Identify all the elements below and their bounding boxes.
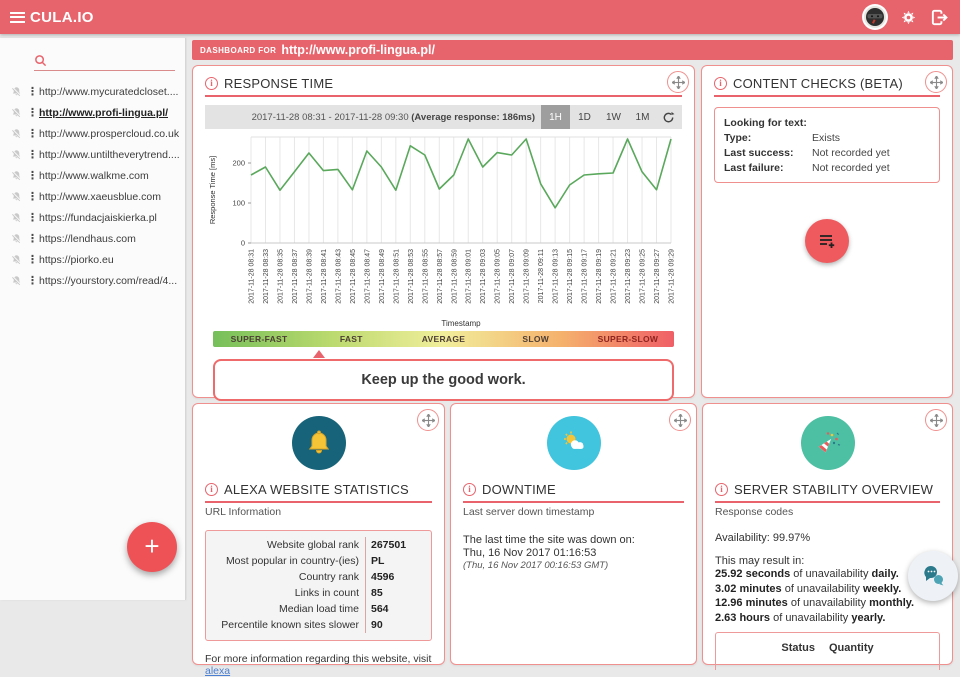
svg-text:2017-11-28 08:31: 2017-11-28 08:31 <box>249 249 256 304</box>
move-panel-icon[interactable] <box>667 71 689 93</box>
panel-title: CONTENT CHECKS (BETA) <box>733 76 903 91</box>
svg-text:100: 100 <box>232 199 245 208</box>
add-content-check-button[interactable] <box>805 219 849 263</box>
add-website-button[interactable] <box>127 522 177 572</box>
svg-text:2017-11-28 09:19: 2017-11-28 09:19 <box>596 249 603 304</box>
svg-text:2017-11-28 09:13: 2017-11-28 09:13 <box>553 249 560 304</box>
sidebar-url-item[interactable] <box>0 144 185 165</box>
info-icon[interactable] <box>715 483 728 496</box>
playlist-add-icon <box>818 232 836 250</box>
svg-text:0: 0 <box>241 239 245 248</box>
svg-text:2017-11-28 09:01: 2017-11-28 09:01 <box>466 249 473 304</box>
notifications-muted-icon <box>11 107 22 118</box>
notifications-muted-icon <box>11 212 22 223</box>
stat-label: Links in count <box>214 585 365 601</box>
svg-text:Timestamp: Timestamp <box>441 319 481 328</box>
alexa-stat-row <box>214 553 423 569</box>
check-label: Looking for text: <box>724 117 812 129</box>
dashboard-header <box>192 40 953 60</box>
url-label: http://www.untiltheverytrend.... <box>39 149 180 161</box>
svg-text:2017-11-28 08:53: 2017-11-28 08:53 <box>408 249 415 304</box>
item-menu-icon[interactable] <box>27 232 34 245</box>
svg-text:2017-11-28 09:29: 2017-11-28 09:29 <box>669 249 676 304</box>
settings-gear-icon[interactable] <box>897 6 919 28</box>
speed-scale-label: SLOW <box>490 334 582 344</box>
availability-value: Availability: 99.97% <box>715 532 940 544</box>
item-menu-icon[interactable] <box>27 85 34 98</box>
panel-title: DOWNTIME <box>482 482 556 497</box>
item-menu-icon[interactable] <box>27 148 34 161</box>
search-input[interactable] <box>51 55 161 67</box>
sidebar-url-item[interactable] <box>0 102 185 123</box>
dashboard-header-prefix: DASHBOARD FOR <box>200 46 276 55</box>
svg-text:2017-11-28 08:55: 2017-11-28 08:55 <box>422 249 429 304</box>
panel-subtitle: Response codes <box>715 506 940 518</box>
alexa-stat-row <box>214 617 423 633</box>
chart-toolbar <box>205 105 682 129</box>
top-bar <box>0 0 960 34</box>
svg-text:2017-11-28 09:09: 2017-11-28 09:09 <box>524 249 531 304</box>
panel-title: SERVER STABILITY OVERVIEW <box>734 482 933 497</box>
info-icon[interactable] <box>463 483 476 496</box>
check-value: Exists <box>812 132 930 144</box>
speed-scale-label: AVERAGE <box>397 334 489 344</box>
stat-label: Website global rank <box>214 537 365 553</box>
svg-text:2017-11-28 08:49: 2017-11-28 08:49 <box>379 249 386 304</box>
move-panel-icon[interactable] <box>925 71 947 93</box>
url-label: http://www.walkme.com <box>39 170 149 182</box>
performance-message: Keep up the good work. <box>213 359 674 401</box>
stat-value: 4596 <box>365 569 423 585</box>
sidebar-url-item[interactable] <box>0 81 185 102</box>
user-avatar[interactable] <box>862 4 888 30</box>
svg-text:2017-11-28 08:35: 2017-11-28 08:35 <box>277 249 284 304</box>
speed-scale-label: SUPER-SLOW <box>582 334 674 344</box>
move-panel-icon[interactable] <box>669 409 691 431</box>
svg-text:2017-11-28 08:47: 2017-11-28 08:47 <box>364 249 371 304</box>
info-icon[interactable] <box>205 77 218 90</box>
item-menu-icon[interactable] <box>27 169 34 182</box>
content-check-row <box>724 145 930 160</box>
notifications-muted-icon <box>11 86 22 97</box>
dashboard-header-url: http://www.profi-lingua.pl/ <box>281 43 435 57</box>
stat-value: 90 <box>365 617 423 633</box>
stat-label: Median load time <box>214 601 365 617</box>
item-menu-icon[interactable] <box>27 211 34 224</box>
speed-gradient-bar <box>213 331 674 347</box>
url-label: https://yourstory.com/read/4... <box>39 275 177 287</box>
item-menu-icon[interactable] <box>27 127 34 140</box>
alexa-stat-row <box>214 537 423 553</box>
svg-text:2017-11-28 08:33: 2017-11-28 08:33 <box>263 249 270 304</box>
sidebar-url-item[interactable] <box>0 186 185 207</box>
logout-icon[interactable] <box>928 6 950 28</box>
range-button[interactable]: 1M <box>628 105 657 129</box>
sidebar-url-item[interactable] <box>0 228 185 249</box>
svg-text:2017-11-28 09:21: 2017-11-28 09:21 <box>611 249 618 304</box>
panel-subtitle: URL Information <box>205 506 432 518</box>
hamburger-menu-icon[interactable] <box>10 12 25 23</box>
stat-value: 267501 <box>365 537 423 553</box>
bell-badge-icon <box>292 416 346 470</box>
svg-text:2017-11-28 08:51: 2017-11-28 08:51 <box>393 249 400 304</box>
response-time-panel <box>192 65 695 398</box>
svg-text:2017-11-28 09:15: 2017-11-28 09:15 <box>567 249 574 304</box>
results-intro: This may result in: <box>715 555 940 567</box>
check-value: Not recorded yet <box>812 162 930 174</box>
speed-pointer <box>313 350 325 358</box>
downtime-text: The last time the site was down on: <box>463 534 684 546</box>
info-icon[interactable] <box>205 483 218 496</box>
url-label: https://lendhaus.com <box>39 233 136 245</box>
url-label: http://www.xaeusblue.com <box>39 191 161 203</box>
notifications-muted-icon <box>11 191 22 202</box>
sidebar-url-item[interactable] <box>0 123 185 144</box>
alexa-stat-row <box>214 569 423 585</box>
svg-text:2017-11-28 09:25: 2017-11-28 09:25 <box>640 249 647 304</box>
check-value: Not recorded yet <box>812 147 930 159</box>
move-panel-icon[interactable] <box>417 409 439 431</box>
url-label: http://www.mycuratedcloset.... <box>39 86 178 98</box>
content-check-card <box>714 107 940 183</box>
range-button[interactable]: 1D <box>570 105 599 129</box>
range-buttons <box>541 105 657 129</box>
main-area <box>187 38 960 600</box>
svg-text:2017-11-28 09:27: 2017-11-28 09:27 <box>654 249 661 304</box>
unavailability-line: 3.02 minutes of unavailability weekly. <box>715 582 940 597</box>
search-icon <box>34 54 47 67</box>
sidebar-url-item[interactable] <box>0 165 185 186</box>
url-list <box>0 81 185 291</box>
svg-text:200: 200 <box>232 159 245 168</box>
downtime-timestamp-gmt: (Thu, 16 Nov 2017 00:16:53 GMT) <box>463 560 684 571</box>
server-stability-panel <box>702 403 953 665</box>
alexa-stats-table <box>205 530 432 641</box>
notifications-muted-icon <box>11 275 22 286</box>
range-button[interactable]: 1H <box>541 105 570 129</box>
speed-scale <box>213 331 674 347</box>
notifications-muted-icon <box>11 254 22 265</box>
svg-text:2017-11-28 09:23: 2017-11-28 09:23 <box>625 249 632 304</box>
alexa-statistics-panel <box>192 403 445 665</box>
url-label: http://www.profi-lingua.pl/ <box>39 107 168 119</box>
chat-bubbles-icon <box>921 564 945 588</box>
status-quantity-table <box>715 632 940 670</box>
content-check-row <box>724 130 930 145</box>
sidebar-url-item[interactable] <box>0 249 185 270</box>
url-label: http://www.prospercloud.co.uk <box>39 128 179 140</box>
unavailability-line: 2.63 hours of unavailability yearly. <box>715 611 940 626</box>
notifications-muted-icon <box>11 128 22 139</box>
notifications-muted-icon <box>11 233 22 244</box>
content-checks-panel <box>701 65 953 398</box>
check-label: Last success: <box>724 147 812 159</box>
speed-scale-label: FAST <box>305 334 397 344</box>
party-popper-badge-icon <box>801 416 855 470</box>
downtime-panel <box>450 403 697 665</box>
alexa-footer: For more information regarding this website, visit alexa <box>205 653 432 677</box>
stat-value: 564 <box>365 601 423 617</box>
stat-value: PL <box>365 553 423 569</box>
response-time-chart[interactable] <box>205 131 684 329</box>
range-button[interactable]: 1W <box>599 105 628 129</box>
svg-text:2017-11-28 08:43: 2017-11-28 08:43 <box>335 249 342 304</box>
sidebar-url-item[interactable] <box>0 207 185 228</box>
panel-subtitle: Last server down timestamp <box>463 506 684 518</box>
brand-logo: CULA.IO <box>30 9 94 26</box>
check-value <box>812 117 930 129</box>
check-label: Last failure: <box>724 162 812 174</box>
item-menu-icon[interactable] <box>27 190 34 203</box>
check-label: Type: <box>724 132 812 144</box>
info-icon[interactable] <box>714 77 727 90</box>
weather-badge-icon <box>547 416 601 470</box>
table-header: Quantity <box>829 642 874 654</box>
svg-text:2017-11-28 09:03: 2017-11-28 09:03 <box>480 249 487 304</box>
alexa-stat-row <box>214 585 423 601</box>
unavailability-line: 12.96 minutes of unavailability monthly. <box>715 596 940 611</box>
speed-scale-label: SUPER-FAST <box>213 334 305 344</box>
item-menu-icon[interactable] <box>27 274 34 287</box>
svg-text:2017-11-28 08:37: 2017-11-28 08:37 <box>292 249 299 304</box>
downtime-timestamp: Thu, 16 Nov 2017 01:16:53 <box>463 547 684 559</box>
url-label: https://piorko.eu <box>39 254 114 266</box>
stat-value: 85 <box>365 585 423 601</box>
svg-text:2017-11-28 08:57: 2017-11-28 08:57 <box>437 249 444 304</box>
sidebar <box>0 38 186 600</box>
svg-text:2017-11-28 08:39: 2017-11-28 08:39 <box>306 249 313 304</box>
panel-title: RESPONSE TIME <box>224 76 333 91</box>
svg-text:2017-11-28 09:05: 2017-11-28 09:05 <box>495 249 502 304</box>
sidebar-search[interactable] <box>34 54 175 71</box>
item-menu-icon[interactable] <box>27 106 34 119</box>
unavailability-line: 25.92 seconds of unavailability daily. <box>715 567 940 582</box>
chart-range-label: 2017-11-28 08:31 - 2017-11-28 09:30 (Average response: 186ms) <box>252 112 535 123</box>
item-menu-icon[interactable] <box>27 253 34 266</box>
panel-title: ALEXA WEBSITE STATISTICS <box>224 482 409 497</box>
alexa-stat-row <box>214 601 423 617</box>
move-panel-icon[interactable] <box>925 409 947 431</box>
svg-text:2017-11-28 08:41: 2017-11-28 08:41 <box>321 249 328 304</box>
svg-text:2017-11-28 09:17: 2017-11-28 09:17 <box>582 249 589 304</box>
content-check-row <box>724 115 930 130</box>
stat-label: Most popular in country-(ies) <box>214 553 365 569</box>
content-check-row <box>724 160 930 175</box>
stat-label: Percentile known sites slower <box>214 617 365 633</box>
sidebar-url-item[interactable] <box>0 270 185 291</box>
notifications-muted-icon <box>11 170 22 181</box>
notifications-muted-icon <box>11 149 22 160</box>
svg-text:Response Time [ms]: Response Time [ms] <box>208 156 217 224</box>
svg-text:2017-11-28 08:59: 2017-11-28 08:59 <box>451 249 458 304</box>
chat-support-button[interactable] <box>908 551 958 601</box>
svg-text:2017-11-28 08:45: 2017-11-28 08:45 <box>350 249 357 304</box>
unavailability-list <box>715 567 940 625</box>
refresh-icon[interactable] <box>657 105 679 129</box>
svg-text:2017-11-28 09:07: 2017-11-28 09:07 <box>509 249 516 304</box>
table-header: Status <box>781 642 815 654</box>
svg-text:2017-11-28 09:11: 2017-11-28 09:11 <box>538 249 545 303</box>
url-label: https://fundacjaiskierka.pl <box>39 212 157 224</box>
ninja-avatar-icon <box>864 6 886 28</box>
stat-label: Country rank <box>214 569 365 585</box>
alexa-link[interactable]: alexa <box>205 665 230 677</box>
